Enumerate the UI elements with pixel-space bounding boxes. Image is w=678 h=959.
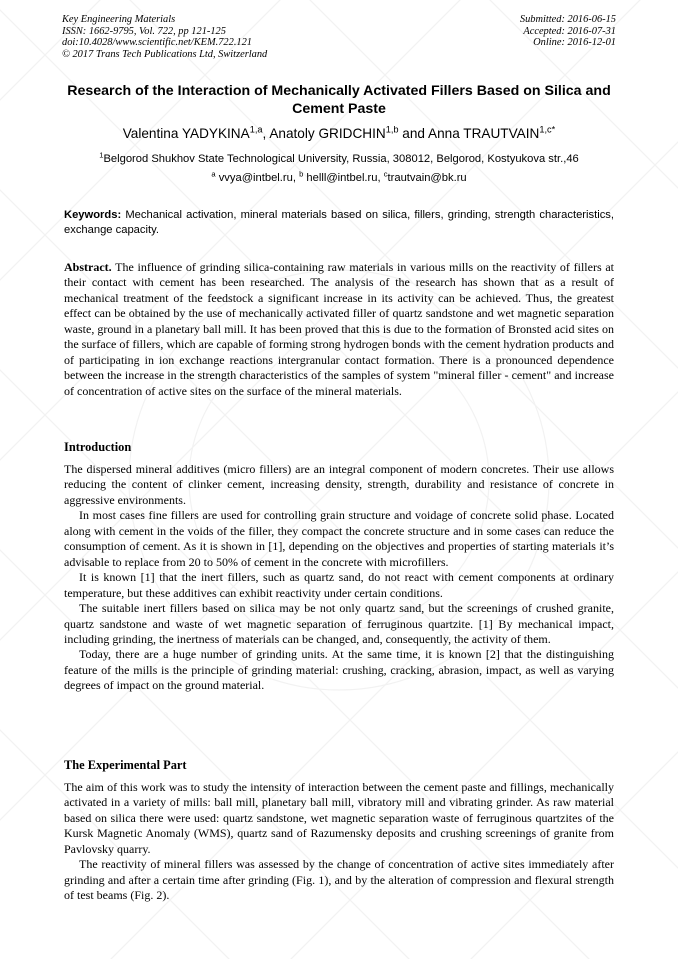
paper-title: Research of the Interaction of Mechanically Activated Fillers Based on Silica and Cement Paste (67, 83, 611, 117)
email-address: vvya@intbel.ru, (218, 172, 296, 184)
email-address: trautvain@bk.ru (387, 172, 467, 184)
journal-info (62, 14, 267, 60)
affiliation-text: Belgorod Shukhov State Technological University, Russia, 308012, Belgorod, Kostyukova str.,46 (103, 153, 579, 165)
introduction-section (64, 462, 614, 694)
paragraph: The dispersed mineral additives (micro fillers) are an integral component of modern concretes. Their use allows reducing the content of clinker cement, increasing density, strength, durability and resistance of concrete in aggressive environments. (64, 462, 614, 507)
paragraph: The suitable inert fillers based on silica may be not only quartz sand, but the screenings of crushed granite, quartz sandstone and waste of wet magnetic separation of ferruginous quartzite. [1] By mechanical impact, including grinding, the inertness of materials can be changed, and, consequently, the activity of them. (64, 601, 614, 646)
author-list (40, 125, 638, 143)
keywords (64, 208, 614, 238)
journal-issn: ISSN: 1662-9795, Vol. 722, pp 121-125 (62, 25, 226, 37)
abstract-text: The influence of grinding silica-containing raw materials in various mills on the reactivity of fillers at their contact with cement has been researched. The analysis of the research has shown that as a result of mechanical treatment of the feedstock a significant increase in its activity can be achieved. Thus, the greatest effect can be obtained by the use of mechanically activated filler of quartz sandstone and wet magnetic separation waste, ground in a planetary ball mill. It has been proved that this is due to the formation of Bronsted acid sites on the surface of fillers, which are capable of forming strong hydrogen bonds with the cement hydration products and of participating in ion exchange reactions intergranular contact formation. There is a pronounced dependence between the increase in the strength characteristics of the samples of system "mineral filler - cement" and increase of concentration of active sites on the surface of the mineral materials. (64, 260, 614, 398)
author-affiliation-mark: 1,a (249, 124, 263, 135)
paragraph: The reactivity of mineral fillers was assessed by the change of concentration of active sites immediately after grinding and after a certain time after grinding (Fig. 1), and by the alteration of compression and flexural strength of test beams (Fig. 2). (64, 857, 614, 903)
accepted-date: Accepted: 2016-07-31 (523, 25, 616, 37)
experimental-section (64, 780, 614, 904)
abstract (64, 260, 614, 399)
author-name: Anna TRAUTVAIN (428, 126, 540, 141)
paragraph: In most cases fine fillers are used for controlling grain structure and voidage of concrete solid phase. Located along with cement in the voids of the filler, they compact the concrete structure and in some cases can reduce the consumption of cement. As it is shown in [1], depending on the objectives and properties of starting materials it’s advisable to replace from 20 to 50% of cement in the concrete with microfillers. (64, 508, 614, 569)
journal-copyright: © 2017 Trans Tech Publications Ltd, Switzerland (62, 48, 268, 60)
keywords-label: Keywords: (64, 209, 122, 221)
email-mark: a (211, 169, 216, 179)
affiliation-mark: 1 (99, 150, 104, 160)
author-name: Anatoly GRIDCHIN (269, 126, 386, 141)
paragraph: The aim of this work was to study the intensity of interaction between the cement paste and fillings, mechanically activated in a variety of mills: ball mill, planetary ball mill, vibratory mill and vibrating grinder. As raw material based on silica there were used: quartz sandstone, wet magnetic separation waste of ferruginous quartzites of the Kursk Magnetic Anomaly (WMS), quartz sand of Razumensky deposits and crushing screenings of granite from Pavlovsky quarry. (64, 780, 614, 856)
author-separator: and (398, 126, 429, 141)
publication-dates (520, 14, 616, 49)
email-list (40, 171, 638, 185)
journal-name: Key Engineering Materials (62, 14, 176, 25)
email-mark: b (299, 169, 304, 179)
author-separator: , (262, 126, 270, 141)
paragraph: It is known [1] that the inert fillers, such as quartz sand, do not react with cement components at ordinary temperature, but these additives can exhibit reactivity under certain conditions. (64, 570, 614, 600)
paragraph: Today, there are a huge number of grinding units. At the same time, it is known [2] that the distinguishing feature of the mills is the principle of grinding material: crushing, cracking, abrasion, impact, as well as varying degrees of impact on the ground material. (64, 647, 614, 693)
section-heading-experimental: The Experimental Part (64, 758, 187, 772)
submitted-date: Submitted: 2016-06-15 (519, 14, 616, 25)
author-name: Valentina YADYKINA (122, 126, 250, 141)
author-affiliation-mark: 1,c* (539, 124, 556, 135)
author-affiliation-mark: 1,b (385, 124, 399, 135)
email-mark: c (383, 169, 388, 179)
abstract-label: Abstract. (64, 260, 112, 274)
affiliation (40, 152, 638, 166)
online-date: Online: 2016-12-01 (533, 37, 616, 49)
keywords-text: Mechanical activation, mineral materials based on silica, fillers, grinding, strength characteristics, exchange capacity. (64, 209, 614, 236)
email-address: helll@intbel.ru, (306, 172, 381, 184)
section-heading-introduction: Introduction (64, 440, 132, 454)
journal-doi: doi:10.4028/www.scientific.net/KEM.722.121 (62, 37, 252, 49)
